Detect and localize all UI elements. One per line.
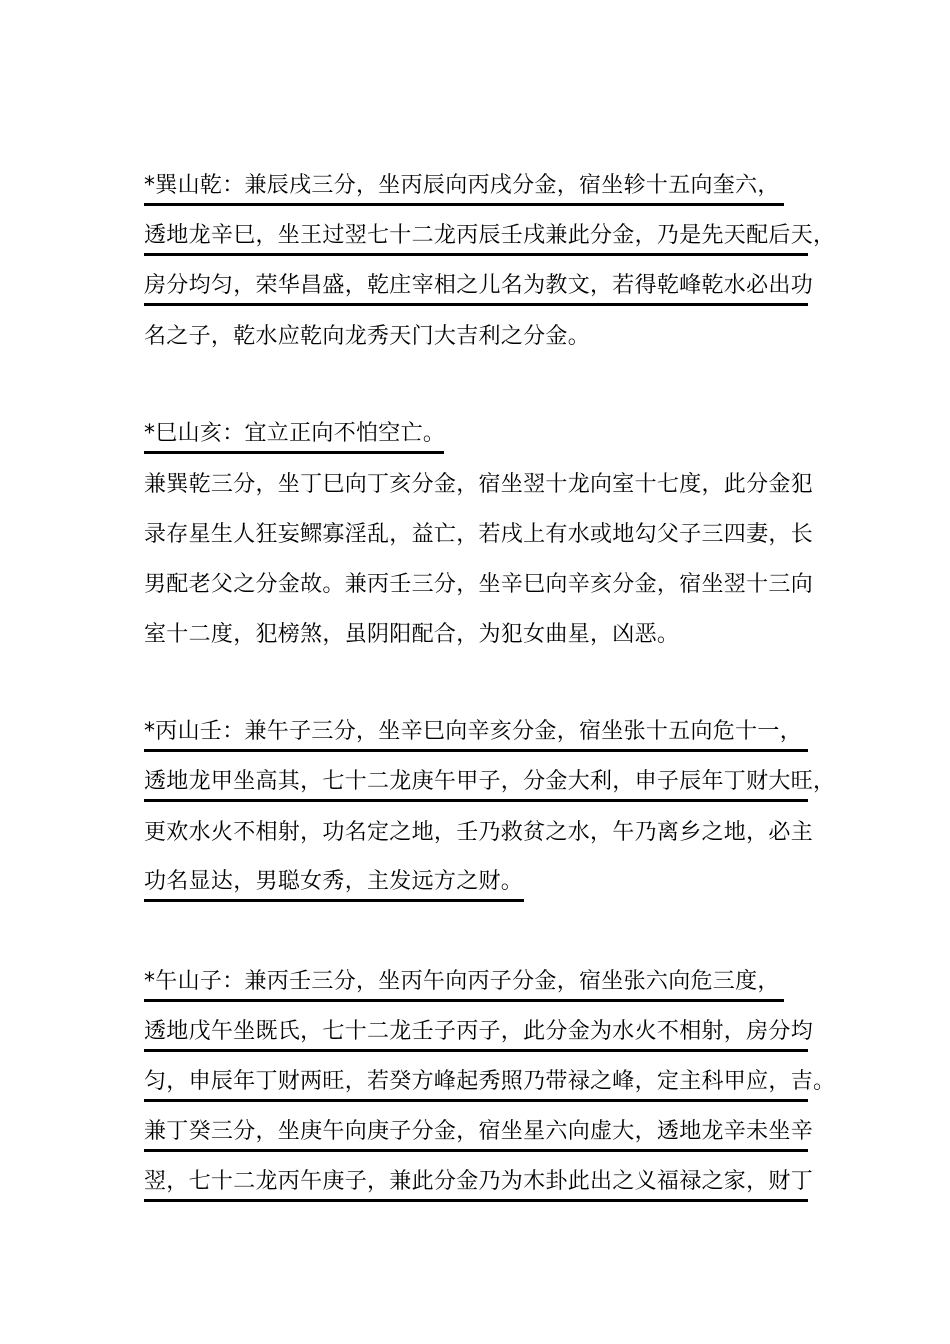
section-3-line-4: 功名显达，男聪女秀，主发远方之财。 [144,866,524,902]
section-1-line-1: *巽山乾：兼辰戌三分，坐丙辰向丙戌分金，宿坐轸十五向奎六， [144,170,784,206]
section-2-line-5: 室十二度，犯榜煞，虽阴阳配合，为犯女曲星，凶恶。 [144,622,680,647]
section-1-line-2: 透地龙辛巳，坐王过翌七十二龙丙辰壬戌兼此分金，乃是先天配后天， [144,220,808,256]
section-3-line-3: 更欢水火不相射，功名定之地，壬乃救贫之水，午乃离乡之地，必主 [144,820,814,845]
section-4-line-4: 兼丁癸三分，坐庚午向庚子分金，宿坐星六向虚大，透地龙辛未坐辛 [144,1116,808,1152]
section-4-line-3: 匀，申辰年丁财两旺，若癸方峰起秀照乃带禄之峰，定主科甲应，吉。 [144,1066,808,1102]
section-4-line-1: *午山子：兼丙壬三分，坐丙午向丙子分金，宿坐张六向危三度， [144,966,784,1002]
section-1-line-4: 名之子，乾水应乾向龙秀天门大吉利之分金。 [144,324,591,349]
section-2-line-4: 男配老父之分金故。兼丙壬三分，坐辛巳向辛亥分金，宿坐翌十三向 [144,572,814,597]
section-4-line-2: 透地戊午坐既氏，七十二龙壬子丙子，此分金为水火不相射，房分均 [144,1016,808,1052]
section-2-line-3: 录存星生人狂妄鳏寡淫乱，益亡，若戌上有水或地勾父子三四妻，长 [144,522,814,547]
section-2-line-1: *巳山亥：宜立正向不怕空亡。 [144,418,444,454]
section-3-line-2: 透地龙甲坐高其，七十二龙庚午甲子，分金大利，申子辰年丁财大旺， [144,766,808,802]
section-2-line-2: 兼巽乾三分，坐丁巳向丁亥分金，宿坐翌十龙向室十七度，此分金犯 [144,472,814,497]
section-4-line-5: 翌，七十二龙丙午庚子，兼此分金乃为木卦此出之义福禄之家，财丁 [144,1166,808,1202]
section-1-line-3: 房分均匀，荣华昌盛，乾庄宰相之儿名为教文，若得乾峰乾水必出功 [144,270,808,306]
section-3-line-1: *丙山壬：兼午子三分，坐辛巳向辛亥分金，宿坐张十五向危十一， [144,716,808,752]
